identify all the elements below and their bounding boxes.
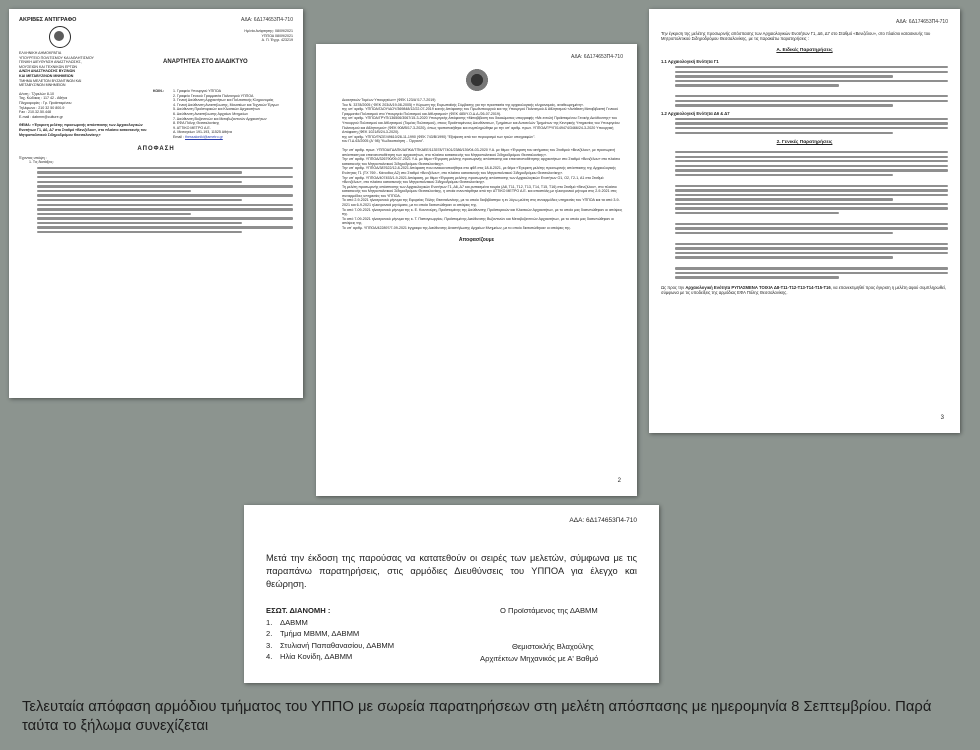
ada-code: ΑΔΑ: 6Δ174653Π4-710 [569, 517, 637, 524]
distribution-item: 3. Στυλιανή Παπαθανασίου, ΔΑΒΜΜ [266, 640, 395, 650]
final-paragraph: Μετά την έκδοση της παρούσας να κατατεθούν οι σειρές των μελετών, σύμφωνα με τις παραπάνω παρατηρήσεις, στις αρμόδιες Διευθύνσεις του ΥΠΠΟΑ για έλεγχο και θεώρηση. [266, 553, 637, 589]
distribution-item: 4. Ηλία Κονίδη, ΔΑΒΜΜ [266, 652, 353, 661]
having-regard: Έχοντας υπόψη : [19, 155, 47, 160]
closing-prefix: Ως προς την [661, 284, 685, 290]
header-line: ΚΑΙ ΜΕΤΑΒΥΖ/ΝΩΝ ΜΝΗΜΕΙΩΝ [19, 73, 74, 78]
attiko-address: Α. Μεσογείων 191-193, 11525 Αθήνα [173, 130, 232, 135]
posting-date: Ημ/νία Ανάρτησης: 08/09/2021 [244, 29, 293, 33]
attiko-email-link[interactable]: thessaloniki@ametro.gr [184, 134, 223, 139]
section-1-1: 1.1 Αρχαιολογική Ενότητα Γ1 [661, 58, 719, 64]
signatory-title: Αρχιτέκτων Μηχανικός με Α' Βαθμό [480, 654, 599, 663]
recipient-date: ΥΠΠΟΑ 08/09/2021 [261, 33, 293, 38]
consideration-line: Την υπ' αριθμ. ΥΠΠΟΑ/407453/1-9-2021 Απόφαση, με θέμα «Έγκριση μελέτης προσωρινής απόσπασης των Αρχαιολογικών Ενοτήτων Ο1, Ο2, Γ2-1, Α1 στο Σταθμό «Βενιζέλου», στο πλαίσιο κατασκευής του Μητροπολιτικού Σιδηροδρόμου Θεσσαλονίκης». [342, 175, 604, 185]
subject: ΘΕΜΑ: «Έγκριση μελέτης προσωρινής απόσπασης των Αρχαιολογικών Ενοτήτων Γ1, Δ6, Δ7 στο Σταθμό «Βενιζέλου», στο πλαίσιο κατασκευής του Μητροπολιτικού Σιδηροδρόμου Θεσσαλονίκης» [19, 123, 147, 137]
consideration-line: Την υπ' αριθμ. ΥΠΠΟΑ/387622/12-8-2021 Απόφαση που ανακοινοποιήθηκε στο φθδ στις 18-8-2021, με θέμα «Έγκριση μελέτης προσωρινής απόσπασης της Αρχαιολογικής Ενότητας Γ1 (ΤΧ 769 - Κάνοιθος Δ2) στο Σταθμό «Βενιζέλου», στο πλαίσιο κατασκευής του Μητροπολιτικού Σιδηροδρόμου Θεσσαλονίκης». [342, 166, 616, 175]
page-number: 2 [617, 478, 621, 484]
special-remarks-heading: Α. Ειδικές Παρατηρήσεις [776, 47, 833, 53]
koin-item: 9. ΑΤΤΙΚΟ ΜΕΤΡΟ Α.Ε. [173, 125, 211, 130]
signature-block [466, 605, 637, 665]
attiko-email-row [173, 135, 293, 140]
law-list-placeholder [37, 167, 293, 233]
logo-block [19, 17, 76, 48]
consideration-line: του Π.Δ.63/2005 (Α' 98) "Κωδικοποίηση .. Όργανα". [342, 139, 425, 144]
header-line: ΜΕΤΑΒΥΖ/ΝΩΝ ΜΝΗΜΕΙΩΝ [19, 83, 66, 88]
ada-code: ΑΔΑ: 6Δ174653Π4-710 [241, 17, 293, 23]
consideration-line: της υπ' αριθμ. ΥΠΠΟΑ/ΓΔΟΥ/ΔΟΥ/369848/12/22-07-2019 κοινής Απόφασης του Πρωθυπουργού και της Υπουργού Πολιτισμού & Αθλητισμού «Ανάθεση Μεταβιβαστή Γενικού Γραμματέα Πολιτισμού στο Υπουργείο Πολιτισμού και Αθλητισμού» (ΦΕΚ 485/Υ.Ο.Δ.Δ./26-07-2019). [342, 107, 619, 116]
consideration-line: Την υπ' αριθμ. πρωτ. ΥΠΠΟΑ/ΓΔΑΠΚ/ΔΙΠΚΑ/ΤΠΚΑΕΕ/113578/77401/2386/139/04-03-2020 Υ.Α. με θέμα: «Έγκριση του αιτήματος του Σταθμού «Βενιζέλου», με προσωρινή απόσπαση και επανατοποθέτηση των αρχαιοτήτων, στο πλαίσιο κατασκευής του Μητροπολιτικού Σιδηροδρόμου Θεσσαλονίκης». [342, 147, 616, 157]
document-page-1 [9, 9, 303, 398]
document-page-3 [649, 9, 960, 433]
distribution-item: 1. ΔΑΒΜΜ [266, 617, 308, 627]
closing-suffix: , να επανεκτιμηθεί προς έγκριση η μελέτη αφού συμπληρωθεί, σύμφωνα με τις υποδείξεις της αρμόδιας ΕΦΑ Πόλης Θεσσαλονίκης. [661, 284, 947, 296]
header-line: ΥΠΟΥΡΓΕΙΟ ΠΟΛΙΤΙΣΜΟΥ ΚΑΙ ΑΘΛΗΤΙΣΜΟΥ [19, 55, 94, 60]
consideration-line: Διοικητικών Τομέων Υπουργείων» (ΦΕΚ 123/Α'/17-7-2019) [342, 98, 436, 102]
general-remarks-heading: 2. Γενικές Παρατηρήσεις [776, 139, 833, 145]
posting-title: ΑΝΑΡΤΗΤΕΑ ΣΤΟ ΔΙΑΔΙΚΤΥΟ [163, 59, 248, 65]
section-1-1-text [661, 66, 948, 107]
closing-paragraph [661, 285, 948, 296]
protocol-number: Α. Π. Έγγρ. 423219 [261, 38, 293, 43]
contact-line: Fax : 210.32.50.448 [19, 110, 51, 115]
section-1-2: 1.2 Αρχαιολογική Ενότητα Δ6 & Δ7 [661, 110, 730, 116]
page-number: 3 [940, 415, 944, 421]
decision-heading: ΑΠΟΦΑΣΗ [137, 145, 175, 152]
koin-item: 4. Γενική Διεύθυνση Αναστήλωσης, Μουσείων και Τεχνικών Έργων [173, 102, 279, 107]
header-line: ΓΕΝΙΚΗ ΔΙΕΥΘΥΝΣΗ ΑΝΑΣΤΗΛΩΣΗΣ, [19, 60, 82, 65]
koin-item: 5. Διεύθυνση Προϊστορικών και Κλασικών Αρχαιοτήτων [173, 107, 261, 112]
section-1-2-text [661, 118, 948, 134]
consideration-line: Τη μελέτη προσωρινής απόσπασης των Αρχαιολογικών Ενοτήτων Γ1, Δ6, Δ7 και ρυπασμένα τουρία (Δ8, Τ11, Τ12, Τ13, Τ14, Τ15, Τ16) στο Σταθμό «Βενιζέλου», στο πλαίσιο κατασκευής του Μητροπολιτικού Σιδηροδρόμου Θεσσαλονίκης, η οποία συνυπάρθηκε από την ΑΤΤΙΚΟ ΜΕΤΡΟ Α.Ε. και αποστάλη με ηλεκτρονικό μήνυμα στις 2-9-2021 στις συναρμόδιες υπηρεσίες του ΥΠΠΟΑ. [342, 184, 617, 198]
law-item: 1. Τις διατάξεις: [29, 160, 54, 165]
considerations-list [330, 98, 623, 231]
issuer-block [19, 51, 147, 140]
koin-item: 2. Γραφείο Γενικού Γραμματέα Πολιτισμού ΥΠΠΟΑ [173, 93, 254, 98]
consideration-line: Το από 7-09-2021 ηλεκτρονικό μήνυμα της κ. Τ. Παπαγεωργίου, Προϊσταμένης Διεύθυνσης Βυζαντινών και Μεταβυζαντινών Αρχαιοτήτων, με το οποίο μας διατυπώθηκαν οι απόψεις της. [342, 216, 614, 226]
koin-item: 1. Γραφείο Υπουργού ΥΠΠΟΑ [173, 89, 222, 93]
recipients-block [153, 51, 293, 140]
header-line: Δ/ΝΣΗ ΑΝΑΣΤΗΛΩΣΗΣ ΒΥΖ/ΝΩΝ [19, 69, 75, 74]
intro-paragraph: Την έγκριση της μελέτης προσωρινής απόσπασης των Αρχαιολογικών Ενοτήτων Γ1, Δ6, Δ7 στο Σταθμό «Βενιζέλου», στο πλαίσιο κατασκευής του Μητροπολιτικού Σιδηροδρόμου Θεσσαλονίκης, με τις παρακάτω παρατηρήσεις : [661, 31, 931, 42]
consideration-line: Το από 2-9-2021 ηλεκτρονικό μήνυμα της Εφορείας Πόλης Θεσσαλονίκης, με το οποίο διαβιβάστηκε η εν λόγω μελέτη στις συναρμόδιες υπηρεσίες του ΥΠΠΟΑ και τα από 3-9-2021 και 6-9-2021 ηλεκτρονικά μηνύματα, με τα οποία διατυπώθηκαν οι απόψεις της. [342, 198, 620, 208]
official-seal-icon [463, 66, 491, 94]
distribution-title: ΕΣΩΤ. ΔΙΑΝΟΜΗ : [266, 606, 331, 615]
distribution-item: 2. Τμήμα ΜΒΜΜ, ΔΑΒΜΜ [266, 629, 360, 638]
closing-bold: Αρχαιολογική Ενότητα ΡΥΠΑΣΜΕΝΑ ΤΟΙΧΙΑ Δ8-Τ11-Τ12-Τ13-Τ14-Τ15-Τ16 [685, 284, 831, 290]
consideration-line: της υπ' αριθμ. ΥΠΠΟΑ/ΓΡΥΠ/136506/3067/15-3-2020 Υπουργικής Απόφασης «Μεταβίβαση του δικαιώματος υπογραφής «Με εντολή Προϊσταμένου Γενικής Διεύθυνσης» του Υπουργού Πολιτισμού και Αθλητισμού (Τομέας Πολιτισμού), στους Προϊσταμένους Διευθύνσεων, Τμημάτων και Αυτοτελών Τμημάτων της Κεντρικής Υπηρεσίας του Υπουργείου Πολιτισμού και Αθλητισμού» (ΦΕΚ 908/Β/17-3-2020), όπως τροποποιήθηκε και συμπληρώθηκε με την υπ' αριθμ. πρωτ. ΥΠΠΟΑ/ΓΡΥΠ/149474/3466/24-3-2020 Υπουργική Απόφαση (ΦΕΚ 1021/Β/24-3-2020). [342, 116, 620, 135]
greek-emblem-icon [49, 26, 71, 48]
koin-label: ΚΟΙΝ.: [153, 89, 165, 93]
contact-line: Πληροφορίες : Γρ. Προϊσταμένου [19, 100, 72, 105]
general-remarks-text [661, 151, 948, 279]
contact-line: Ταχ. Κώδικας : 117 42 - Αθήνα [19, 96, 68, 101]
header-meta [241, 17, 293, 43]
koin-item: 8. ΕΦΑ Πόλης Θεσσαλονίκης [173, 121, 220, 126]
ada-code: ΑΔΑ: 6Δ174653Π4-710 [896, 19, 948, 25]
signatory-name: Θεμιστοκλής Βλαχούλης [512, 641, 594, 651]
contact-line: Τηλέφωνο : 210 32 50 800-9 [19, 105, 65, 110]
consideration-line: Το υπ' αριθμ. ΥΠΠΟΑ/422897/7-09-2021 έγγραφο της Διεύθυνσης Αναστήλωσης Αρχαίων Μνημείων, με το οποίο διατυπώθηκαν οι απόψεις της. [342, 226, 572, 231]
decision-end: Αποφασίζουμε [458, 236, 495, 243]
contact-line: Δ/νση : Τζιρελών 8-10 [19, 91, 55, 96]
header-line: ΤΜΗΜΑ ΜΕΛΕΤΩΝ ΒΥΖΑΝΤΙΝΩΝ ΚΑΙ [19, 78, 82, 83]
document-page-4 [244, 505, 659, 683]
header-line: ΕΛΛΗΝΙΚΗ ΔΗΜΟΚΡΑΤΙΑ [19, 51, 62, 55]
document-page-2 [316, 44, 637, 496]
internal-distribution [266, 605, 466, 665]
koin-item: 7. Διεύθυνση Βυζαντινών και Μεταβυζαντινών Αρχαιοτήτων [173, 116, 267, 121]
consideration-line: Την υπ' αριθμ. ΥΠΠΟΑ/326790/09-07-2021 Υ.Α. με θέμα «Έγκριση μελέτης προσωρινής απόσπασης και επανατοποθέτησης αρχαιοτήτων στο Σταθμό «Βενιζέλου» στο πλαίσιο κατασκευής του Μητροπολιτικού Σιδηροδρόμου Θεσσαλονίκης». [342, 157, 621, 166]
ada-code: ΑΔΑ: 6Δ174653Π4-710 [571, 54, 623, 60]
consideration-line: της υπ' αριθμ. ΥΠΠΟ/ΓΝΣΕ/49610/28-11-1990 (ΦΕΚ 743/Β/1990) "Εξαίρεση από τον περιορισμό των τριών υπογραφών". [342, 134, 536, 139]
header-line: ΜΟΥΣΕΙΩΝ ΚΑΙ ΤΕΧΝΙΚΩΝ ΕΡΓΩΝ [19, 64, 78, 69]
consideration-line: Το από 7-09-2021 ηλεκτρονικό μήνυμα της κ. Ε. Κουντούρη, Προϊσταμένης της Διεύθυνσης Προϊστορικών και Κλασικών Αρχαιοτήτων, με το οποίο μας διατυπώθηκαν οι απόψεις της. [342, 207, 623, 217]
director-title: Ο Προϊστάμενος της ΔΑΒΜΜ [500, 606, 598, 615]
consideration-line: Του Ν. 3378/2005 ( ΦΕΚ 203/Α/19-08-2005) « Κύρωση της Ευρωπαϊκής Σύμβασης για την προστασία της αρχαιολογικής κληρονομιάς, αναθεωρημένη». [342, 102, 584, 107]
koin-item: 3. Γενική Διεύθυνση Αρχαιοτήτων και Πολιτιστικής Κληρονομιάς [173, 98, 274, 103]
certified-copy-label: ΑΚΡΙΒΕΣ ΑΝΤΙΓΡΑΦΟ [19, 17, 77, 23]
contact-line: E-mail : dabmm@culture.gr [19, 114, 63, 119]
koin-item: 6. Διεύθυνση Αναστήλωσης Αρχαίων Μνημείων [173, 111, 249, 116]
image-caption: Τελευταία απόφαση αρμόδιου τμήματος του ΥΠΠΟ με σωρεία παρατηρήσεων στη μελέτη απόσπασης με ημερομηνία 8 Σεπτεμβρίου. Παρά ταύτα το ξήλωμα συνεχίζεται [22, 699, 932, 734]
attiko-email-label: Email : [173, 134, 184, 139]
